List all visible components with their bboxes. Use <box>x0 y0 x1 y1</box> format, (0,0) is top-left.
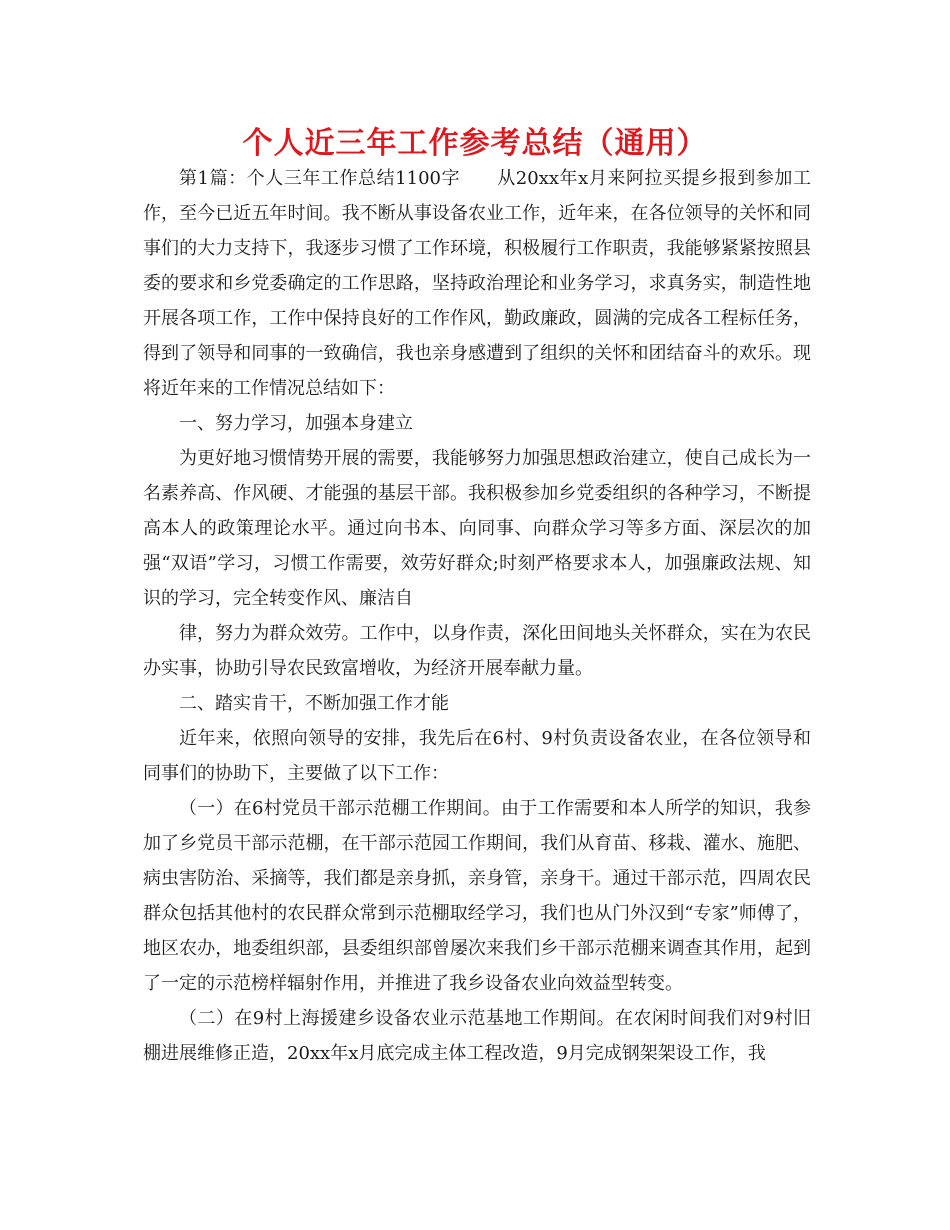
document-title: 个人近三年工作参考总结（通用） <box>242 126 708 161</box>
paragraph-intro: 第1篇：个人三年工作总结1100字 从20xx年x月来阿拉买提乡报到参加工作，至今已近五年时间。我不断从事设备农业工作，近年来，在各位领导的关怀和同事们的大力支持下，我逐步习惯了工作环境，积极履行工作职责，我能够紧紧按照县委的要求和乡党委确定的工作思路，坚持政治理论和业务学习，求真务实，制造性地开展各项工作，工作中保持良好的工作作风，勤政廉政，圆满的完成各工程标任务，得到了领导和同事的一致确信，我也亲身感遭到了组织的关怀和团结奋斗的欢乐。现将近年来的工作情况总结如下： <box>143 168 811 399</box>
paragraph-item-1: （一）在6村党员干部示范棚工作期间。由于工作需要和本人所学的知识，我参加了乡党员干部示范棚，在干部示范园工作期间，我们从育苗、移栽、灌水、施肥、病虫害防治、采摘等，我们都是亲身抓，亲身管，亲身干。通过干部示范，四周农民群众包括其他村的农民群众常到示范棚取经学习，我们也从门外汉到“专家”师傅了，地区农办，地委组织部，县委组织部曾屡次来我们乡干部示范棚来调查其作用，起到了一定的示范榜样辐射作用，并推进了我乡设备农业向效益型转变。 <box>143 798 811 994</box>
paragraph-study-continued: 律，努力为群众效劳。工作中，以身作责，深化田间地头关怀群众，实在为农民办实事，协助引导农民致富增收，为经济开展奉献力量。 <box>143 623 811 679</box>
section-heading-2: 二、踏实肯干，不断加强工作才能 <box>179 693 449 714</box>
paragraph-study: 为更好地习惯情势开展的需要，我能够努力加强思想政治建立，使自己成长为一名素养高、作风硬、才能强的基层干部。我积极参加乡党委组织的各种学习，不断提高本人的政策理论水平。通过向书本、向同事、向群众学习等多方面、深层次的加强“双语”学习，习惯工作需要，效劳好群众;时刻严格要求本人，加强廉政法规、知识的学习，完全转变作风、廉洁自 <box>143 448 811 609</box>
section-heading-1: 一、努力学习，加强本身建立 <box>179 413 413 434</box>
paragraph-work-intro: 近年来，依照向领导的安排，我先后在6村、9村负责设备农业，在各位领导和同事们的协助下，主要做了以下工作： <box>143 728 811 784</box>
document-body <box>143 161 811 1071</box>
paragraph-item-2: （二）在9村上海援建乡设备农业示范基地工作期间。在农闲时间我们对9村旧棚进展维修正造，20xx年x月底完成主体工程改造，9月完成钢架架设工作，我 <box>143 1008 811 1064</box>
